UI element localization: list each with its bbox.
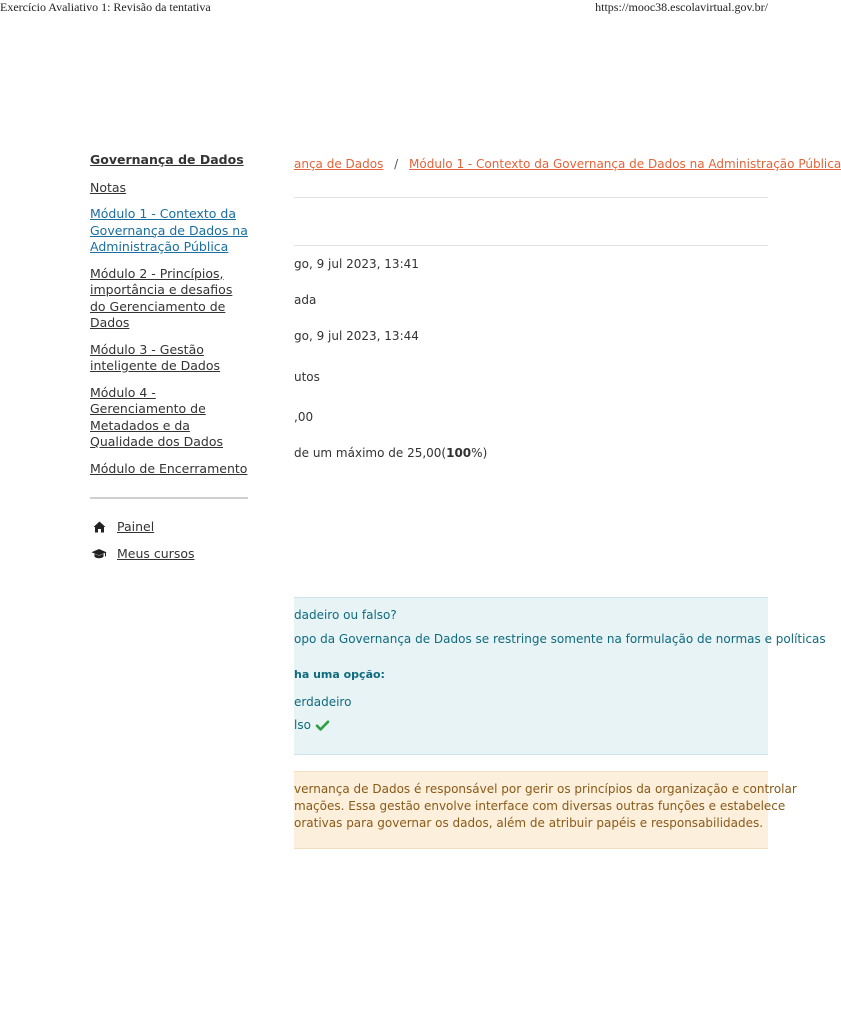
home-icon	[90, 521, 108, 533]
nav-link-painel[interactable]	[90, 519, 250, 536]
breadcrumb-module-link[interactable]: Módulo 1 - Contexto da Governança de Dados na Administração Pública	[409, 157, 841, 171]
breadcrumb-separator: /	[394, 157, 399, 171]
answer-option-label: erdadeiro	[294, 695, 352, 709]
main-content	[294, 0, 841, 1024]
nav-item-modulo-2[interactable]: Módulo 2 - Princípios, importância e desafios do Gerenciamento de Dados	[90, 265, 233, 330]
print-url: https://mooc38.escolavirtual.gov.br/	[595, 0, 768, 14]
nav-course-link[interactable]: Governança de Dados	[90, 152, 244, 167]
nav-item-modulo-1[interactable]: Módulo 1 - Contexto da Governança de Dados na Administração Pública	[90, 206, 248, 254]
grade-suffix: %)	[471, 446, 488, 460]
meus-cursos-link[interactable]: Meus cursos	[117, 545, 195, 561]
summary-grade	[294, 446, 487, 460]
breadcrumb	[294, 157, 841, 171]
feedback-line: vernança de Dados é responsável por gerir os princípios da organização e controlar	[294, 782, 797, 796]
question-title: dadeiro ou falso?	[294, 608, 397, 622]
graduation-cap-icon	[90, 548, 108, 560]
course-navigation	[90, 152, 250, 572]
painel-link[interactable]: Painel	[117, 519, 155, 534]
nav-item-modulo-4[interactable]: Módulo 4 - Gerenciamento de Metadados e da Qualidade dos Dados	[90, 384, 224, 449]
grade-prefix: de um máximo de 25,00(	[294, 446, 447, 460]
summary-marks: ,00	[294, 410, 314, 424]
check-icon	[316, 720, 329, 731]
answer-option-verdadeiro	[294, 695, 351, 709]
question-panel	[294, 597, 826, 755]
nav-item-notas[interactable]: Notas	[90, 179, 127, 195]
summary-completed: go, 9 jul 2023, 13:44	[294, 329, 419, 343]
nav-item-modulo-3[interactable]: Módulo 3 - Gestão inteligente de Dados	[90, 341, 221, 373]
print-title: Exercício Avaliativo 1: Revisão da tentativa	[0, 0, 211, 14]
question-prompt: ha uma opção:	[294, 668, 385, 681]
summary-started: go, 9 jul 2023, 13:41	[294, 257, 419, 271]
question-text: opo da Governança de Dados se restringe somente na formulação de normas e políticas	[294, 632, 826, 646]
breadcrumb-course-link[interactable]: ança de Dados	[294, 157, 384, 171]
feedback-line: orativas para governar os dados, além de atribuir papéis e responsabilidades.	[294, 816, 764, 830]
nav-divider	[90, 497, 248, 499]
summary-state: ada	[294, 293, 317, 307]
divider-line	[294, 197, 768, 198]
feedback-panel	[294, 771, 797, 849]
divider-line	[294, 245, 768, 246]
feedback-line: mações. Essa gestão envolve interface com diversas outras funções e estabelece	[294, 799, 786, 813]
answer-option-label: lso	[294, 718, 311, 732]
grade-percent: 100	[446, 446, 472, 460]
nav-link-meus-cursos[interactable]	[90, 546, 250, 563]
answer-option-falso	[294, 718, 329, 732]
summary-time-taken: utos	[294, 370, 320, 384]
nav-item-encerramento[interactable]: Módulo de Encerramento	[90, 460, 248, 476]
